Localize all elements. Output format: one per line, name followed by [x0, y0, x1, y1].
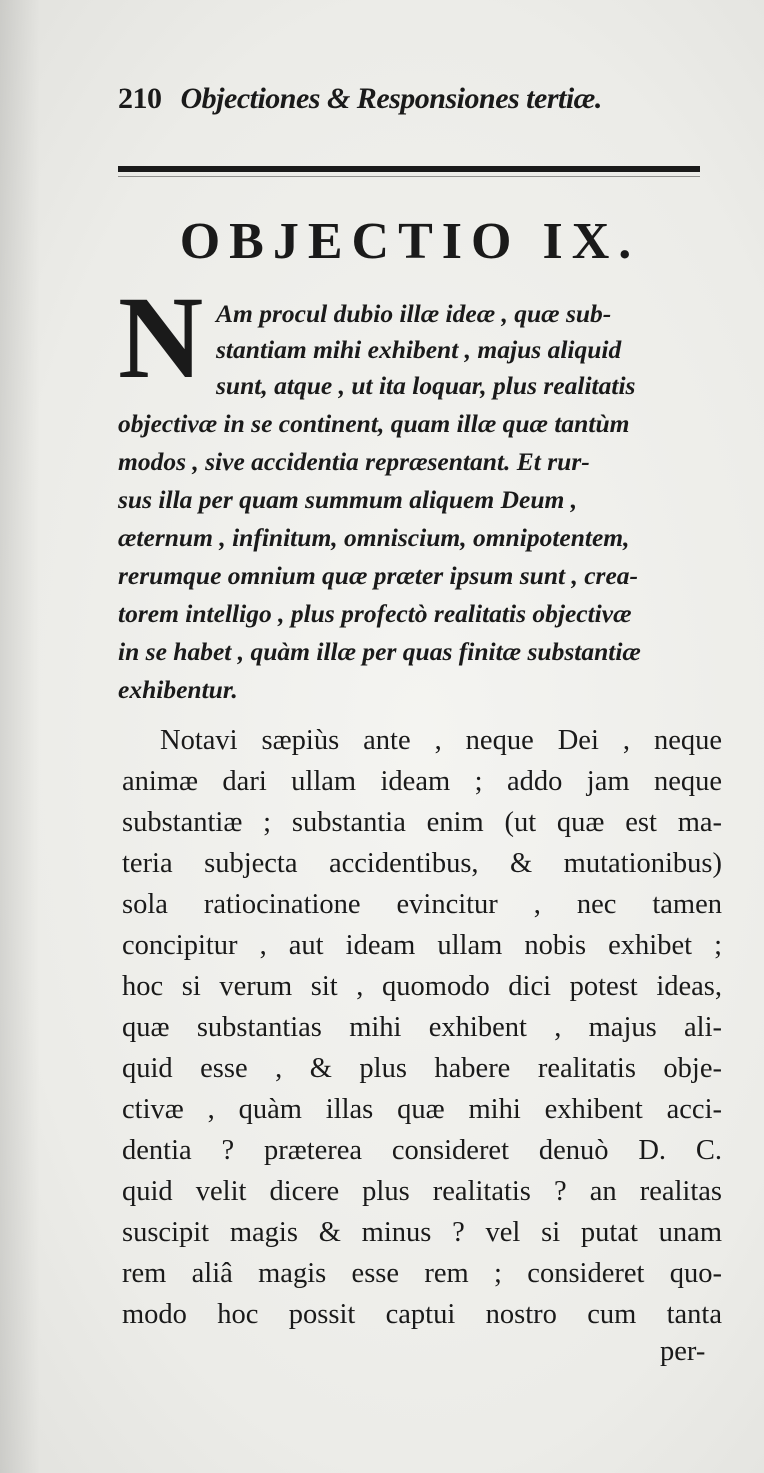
response-line: rem aliâ magis esse rem ; consideret quo- — [122, 1258, 722, 1289]
page-number: 210 — [118, 82, 162, 115]
response-line: dentia ? præterea consideret denuò D. C. — [122, 1135, 722, 1166]
response-line: animæ dari ullam ideam ; addo jam neque — [122, 766, 722, 797]
response-line: teria subjecta accidentibus, & mutationibus) — [122, 848, 722, 879]
objection-line: Am procul dubio illæ ideæ , quæ sub- — [216, 299, 612, 328]
response-line: quid esse , & plus habere realitatis obje- — [122, 1053, 722, 1084]
objection-line: exhibentur. — [118, 675, 238, 704]
drop-cap: N — [118, 272, 204, 403]
response-line: Notavi sæpiùs ante , neque Dei , neque — [160, 725, 722, 756]
response-line: ctivæ , quàm illas quæ mihi exhibent acci- — [122, 1094, 722, 1125]
objection-line: modos , sive accidentia repræsentant. Et rur- — [118, 447, 590, 476]
response-line: concipitur , aut ideam ullam nobis exhibet ; — [122, 930, 722, 961]
response-line: quid velit dicere plus realitatis ? an realitas — [122, 1176, 722, 1207]
response-line: substantiæ ; substantia enim (ut quæ est ma- — [122, 807, 722, 838]
catchword: per- — [660, 1336, 706, 1367]
response-line: hoc si verum sit , quomodo dici potest ideas, — [122, 971, 722, 1002]
response-line: sola ratiocinatione evincitur , nec tamen — [122, 889, 722, 920]
running-head-title: Objectiones & Responsiones tertiæ. — [180, 82, 602, 115]
response-line: modo hoc possit captui nostro cum tanta — [122, 1299, 722, 1330]
objection-line: rerumque omnium quæ præter ipsum sunt , crea- — [118, 561, 639, 590]
objection-line: objectivæ in se continent, quam illæ quæ tantùm — [118, 409, 630, 438]
section-heading: OBJECTIO IX. — [179, 213, 641, 270]
response-line: quæ substantias mihi exhibent , majus ali- — [122, 1012, 722, 1043]
header-rule-thin — [118, 176, 700, 177]
objection-line: æternum , infinitum, omniscium, omnipotentem, — [118, 523, 630, 552]
objection-line: in se habet , quàm illæ per quas finitæ substantiæ — [118, 637, 641, 666]
objection-line: stantiam mihi exhibent , majus aliquid — [216, 335, 622, 364]
spine-shadow — [0, 0, 40, 1473]
objection-line: torem intelligo , plus profectò realitatis objectivæ — [118, 599, 632, 628]
header-rule — [118, 166, 700, 172]
response-line: suscipit magis & minus ? vel si putat unam — [122, 1217, 722, 1248]
running-head — [118, 82, 708, 116]
objection-line: sunt, atque , ut ita loquar, plus realitatis — [216, 371, 636, 400]
objection-line: sus illa per quam summum aliquem Deum , — [118, 485, 578, 514]
